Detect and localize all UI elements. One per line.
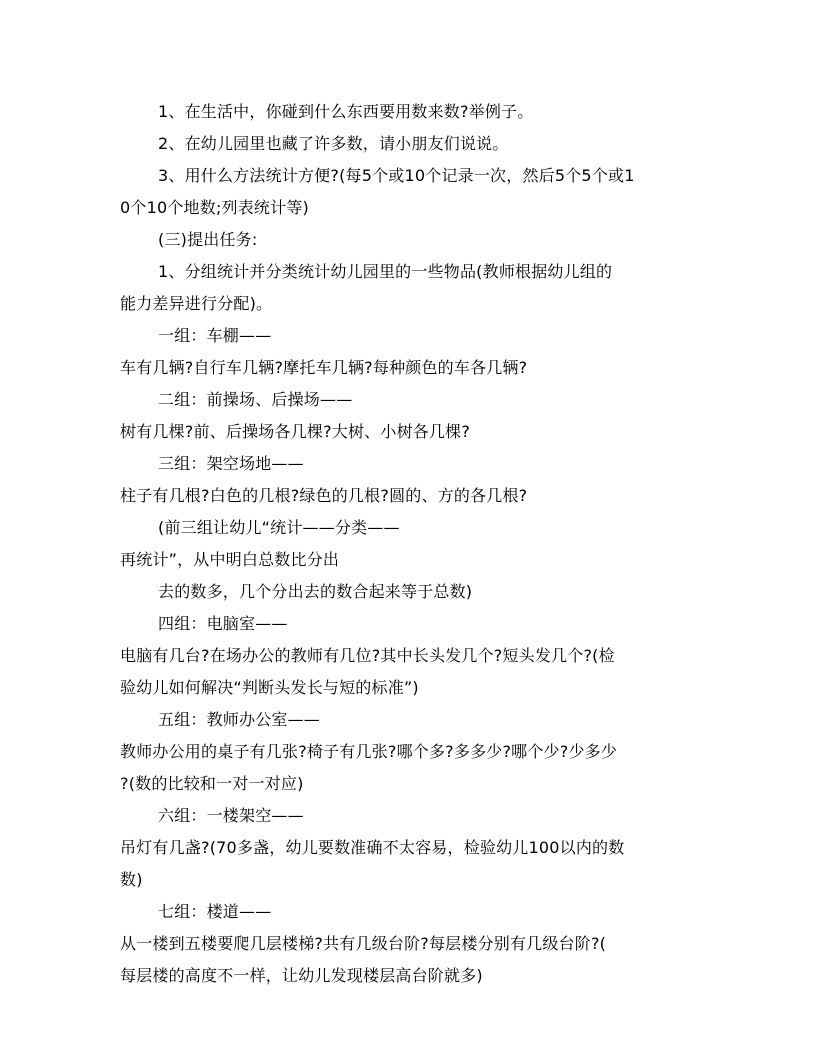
text-line: (前三组让幼儿“统计——分类—— <box>158 518 400 537</box>
text-line: 教师办公用的桌子有几张?椅子有几张?哪个多?多多少?哪个少?少多少 <box>120 742 618 761</box>
text-line: 七组：楼道—— <box>158 902 272 921</box>
text-line: 1、分组统计并分类统计幼儿园里的一些物品(教师根据幼儿组的 <box>158 262 613 281</box>
text-line: 一组：车棚—— <box>158 326 272 345</box>
text-line: (三)提出任务: <box>158 230 258 249</box>
text-line: 柱子有几根?白色的几根?绿色的几根?圆的、方的各几根? <box>120 486 528 505</box>
text-line: 三组：架空场地—— <box>158 454 304 473</box>
text-line: 二组：前操场、后操场—— <box>158 390 353 409</box>
document-body <box>120 96 696 992</box>
text-line: 吊灯有几盏?(70多盏，幼儿要数准确不太容易，检验幼儿100以内的数 <box>120 838 625 857</box>
text-line: 五组：教师办公室—— <box>158 710 321 729</box>
text-line: 再统计”，从中明白总数比分出 <box>120 550 340 569</box>
text-line: 0个10个地数;列表统计等) <box>120 198 309 217</box>
text-line: 能力差异进行分配)。 <box>120 294 273 313</box>
text-line: 车有几辆?自行车几辆?摩托车几辆?每种颜色的车各几辆? <box>120 358 528 377</box>
text-line: 四组：电脑室—— <box>158 614 288 633</box>
text-line: 树有几棵?前、后操场各几棵?大树、小树各几棵? <box>120 422 471 441</box>
text-line: 电脑有几台?在场办公的教师有几位?其中长头发几个?短头发几个?(检 <box>120 646 615 665</box>
text-line: 去的数多，几个分出去的数合起来等于总数) <box>158 582 473 601</box>
text-line: 从一楼到五楼要爬几层楼梯?共有几级台阶?每层楼分别有几级台阶?( <box>120 934 607 953</box>
text-line: 数) <box>120 870 143 889</box>
text-line: 1、在生活中，你碰到什么东西要用数来数?举例子。 <box>158 102 534 121</box>
text-line: 验幼儿如何解决“判断头发长与短的标准”) <box>120 678 419 697</box>
text-line: 3、用什么方法统计方便?(每5个或10个记录一次，然后5个5个或1 <box>158 166 635 185</box>
text-line: 六组：一楼架空—— <box>158 806 304 825</box>
text-line: ?(数的比较和一对一对应) <box>120 774 304 793</box>
text-line: 2、在幼儿园里也藏了许多数，请小朋友们说说。 <box>158 134 509 153</box>
text-line: 每层楼的高度不一样，让幼儿发现楼层高台阶就多) <box>120 966 483 985</box>
